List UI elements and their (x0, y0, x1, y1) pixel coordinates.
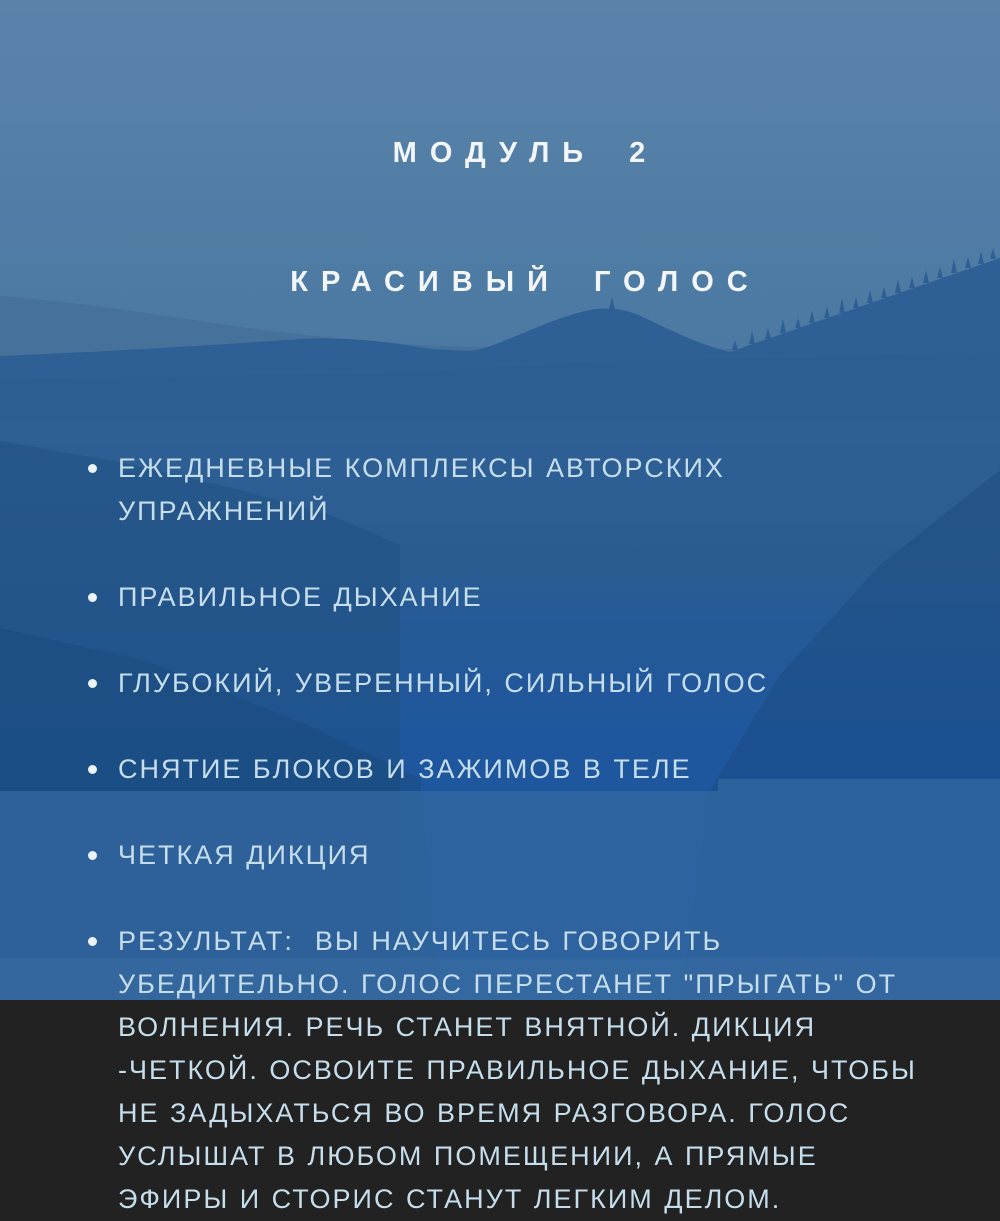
bullet-line: ПРАВИЛЬНОЕ ДЫХАНИЕ (118, 582, 483, 612)
bullet-line: НЕ ЗАДЫХАТЬСЯ ВО ВРЕМЯ РАЗГОВОРА. ГОЛОС (118, 1098, 851, 1128)
list-item (88, 748, 950, 791)
bullet-line: УПРАЖНЕНИЙ (118, 496, 330, 526)
list-item (88, 920, 950, 1221)
bullet-line: ЕЖЕДНЕВНЫЕ КОМПЛЕКСЫ АВТОРСКИХ (118, 453, 725, 483)
bullet-line: ЭФИРЫ И СТОРИС СТАНУТ ЛЕГКИМ ДЕЛОМ. (118, 1184, 782, 1214)
bullet-dot-icon (88, 679, 97, 688)
list-item (88, 576, 950, 619)
list-item (88, 834, 950, 877)
slide-title (88, 46, 950, 390)
list-item (88, 662, 950, 705)
bullet-line: УБЕДИТЕЛЬНО. ГОЛОС ПЕРЕСТАНЕТ "ПРЫГАТЬ" ОТ (118, 969, 898, 999)
bullet-text (118, 748, 692, 791)
bullet-dot-icon (88, 765, 97, 774)
bullet-text (118, 576, 483, 619)
bullet-line: -ЧЕТКОЙ. ОСВОИТЕ ПРАВИЛЬНОЕ ДЫХАНИЕ, ЧТОБЫ (118, 1055, 917, 1085)
bullet-line: СНЯТИЕ БЛОКОВ И ЗАЖИМОВ В ТЕЛЕ (118, 754, 692, 784)
bullet-text (118, 920, 917, 1221)
bullet-list (88, 447, 950, 1221)
bullet-dot-icon (88, 464, 97, 473)
bullet-text (118, 834, 371, 877)
title-line-2: КРАСИВЫЙ ГОЛОС (290, 266, 761, 298)
bullet-dot-icon (88, 593, 97, 602)
bullet-dot-icon (88, 851, 97, 860)
bullet-line: РЕЗУЛЬТАТ: ВЫ НАУЧИТЕСЬ ГОВОРИТЬ (118, 926, 723, 956)
bullet-dot-icon (88, 937, 97, 946)
bullet-text (118, 662, 768, 705)
bullet-line: ЧЕТКАЯ ДИКЦИЯ (118, 840, 371, 870)
bullet-line: ВОЛНЕНИЯ. РЕЧЬ СТАНЕТ ВНЯТНОЙ. ДИКЦИЯ (118, 1012, 817, 1042)
title-line-1: МОДУЛЬ 2 (392, 137, 659, 169)
bullet-text (118, 447, 725, 533)
bullet-line: УСЛЫШАТ В ЛЮБОМ ПОМЕЩЕНИИ, А ПРЯМЫЕ (118, 1141, 818, 1171)
bullet-line: ГЛУБОКИЙ, УВЕРЕННЫЙ, СИЛЬНЫЙ ГОЛОС (118, 668, 769, 698)
list-item (88, 447, 950, 533)
